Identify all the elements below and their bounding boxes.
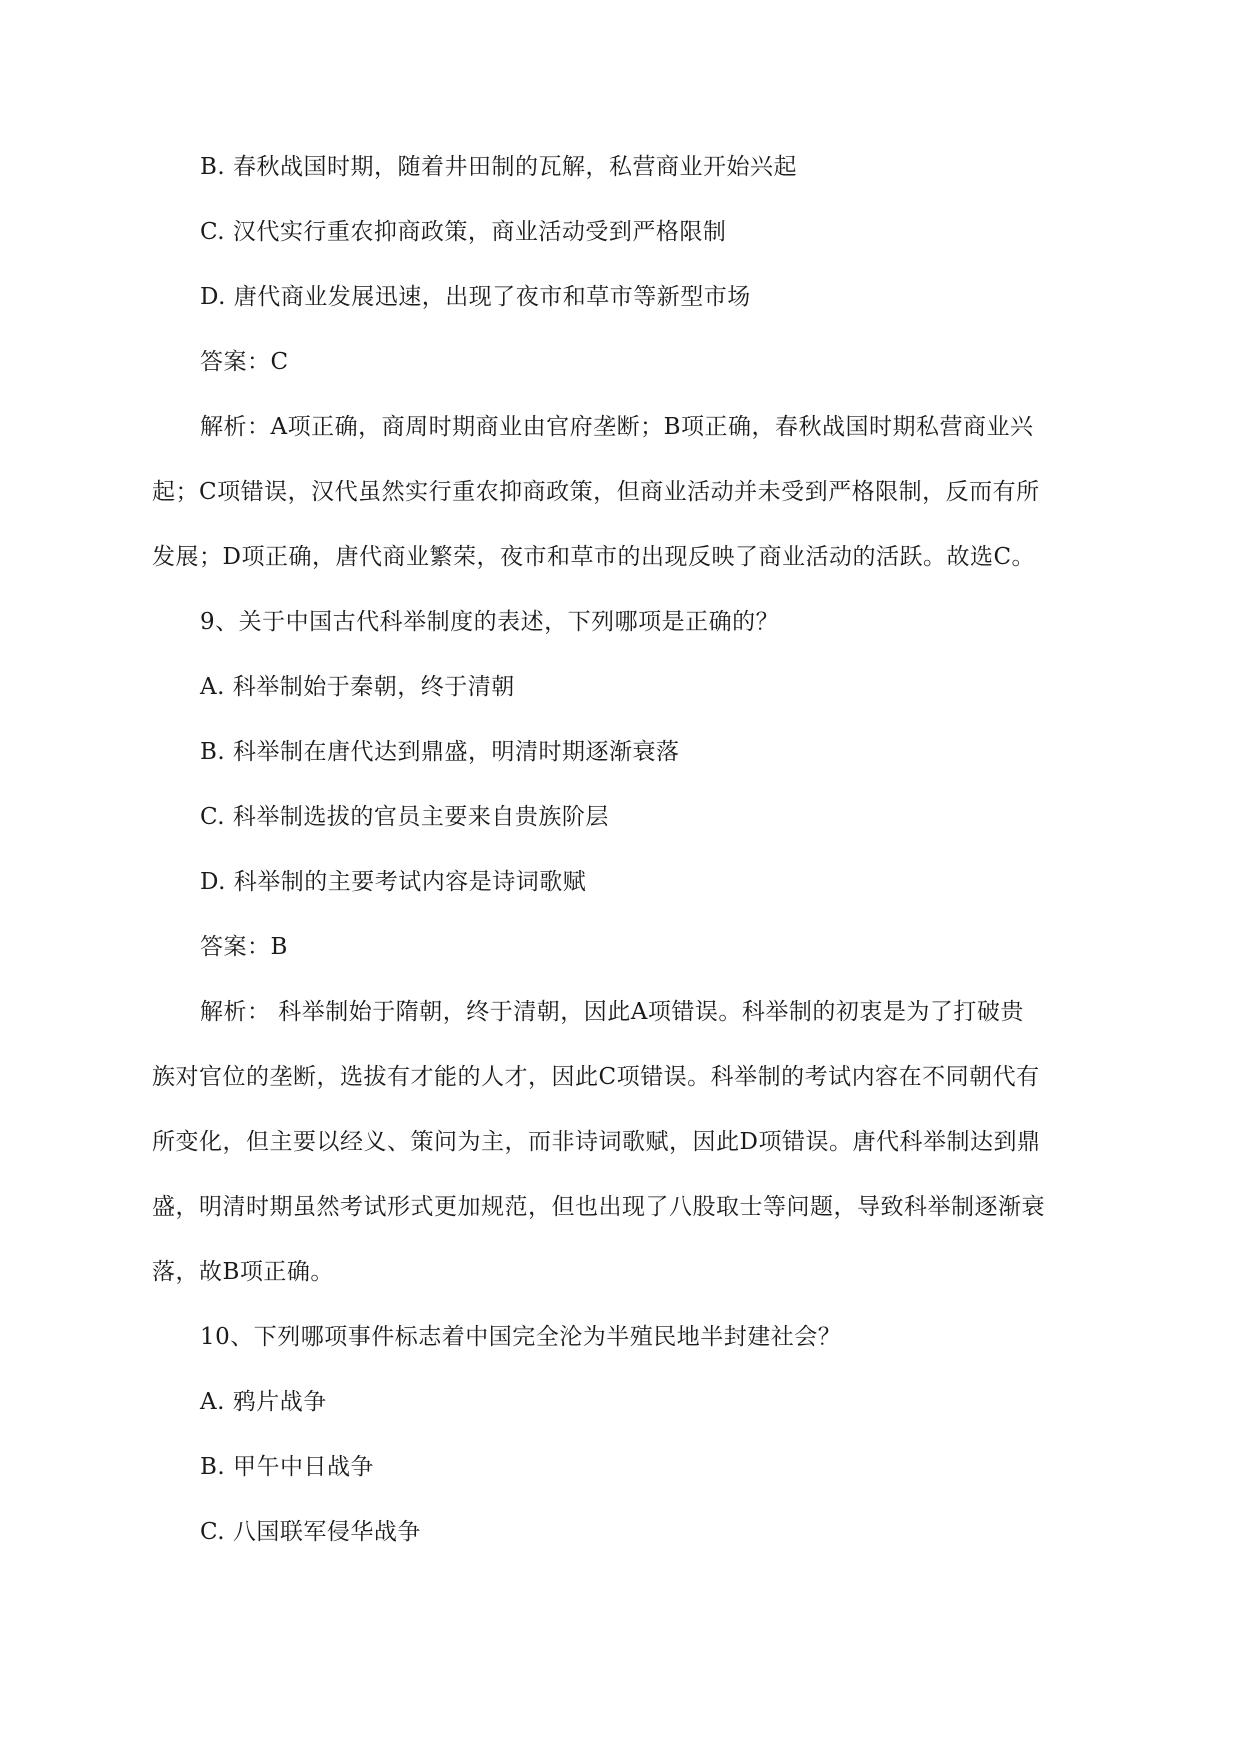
analysis-q9-line-4: 盛，明清时期虽然考试形式更加规范，但也出现了八股取士等问题，导致科举制逐渐衰	[152, 1194, 1045, 1220]
analysis-q8-line-1: 解析：A项正确，商周时期商业由官府垄断；B项正确，春秋战国时期私营商业兴	[200, 414, 1034, 440]
answer-q9: 答案：B	[200, 934, 288, 960]
option-c-q9: C. 科举制选拔的官员主要来自贵族阶层	[200, 804, 609, 830]
option-d-q8: D. 唐代商业发展迅速，出现了夜市和草市等新型市场	[200, 284, 751, 310]
analysis-q9-line-1: 解析： 科举制始于隋朝，终于清朝，因此A项错误。科举制的初衷是为了打破贵	[200, 999, 1024, 1025]
answer-q8: 答案：C	[200, 349, 289, 375]
option-d-q9: D. 科举制的主要考试内容是诗词歌赋	[200, 869, 587, 895]
analysis-q8-line-2: 起；C项错误，汉代虽然实行重农抑商政策，但商业活动并未受到严格限制，反而有所	[152, 479, 1040, 505]
option-c-q8: C. 汉代实行重农抑商政策，商业活动受到严格限制	[200, 219, 727, 245]
question-10: 10、下列哪项事件标志着中国完全沦为半殖民地半封建社会？	[200, 1324, 842, 1350]
option-b-q9: B. 科举制在唐代达到鼎盛，明清时期逐渐衰落	[200, 739, 680, 765]
analysis-q8-line-3: 发展；D项正确，唐代商业繁荣，夜市和草市的出现反映了商业活动的活跃。故选C。	[152, 544, 1036, 570]
option-b-q10: B. 甲午中日战争	[200, 1454, 375, 1480]
option-a-q10: A. 鸦片战争	[200, 1389, 327, 1415]
option-a-q9: A. 科举制始于秦朝，终于清朝	[200, 674, 515, 700]
option-c-q10: C. 八国联军侵华战争	[200, 1519, 421, 1545]
option-b-q8: B. 春秋战国时期，随着井田制的瓦解，私营商业开始兴起	[200, 154, 798, 180]
question-9: 9、关于中国古代科举制度的表述，下列哪项是正确的？	[200, 609, 780, 635]
analysis-q9-line-2: 族对官位的垄断，选拔有才能的人才，因此C项错误。科举制的考试内容在不同朝代有	[152, 1064, 1040, 1090]
analysis-q9-line-3: 所变化，但主要以经义、策问为主，而非诗词歌赋，因此D项错误。唐代科举制达到鼎	[152, 1129, 1041, 1155]
analysis-q9-line-5: 落，故B项正确。	[152, 1259, 334, 1285]
